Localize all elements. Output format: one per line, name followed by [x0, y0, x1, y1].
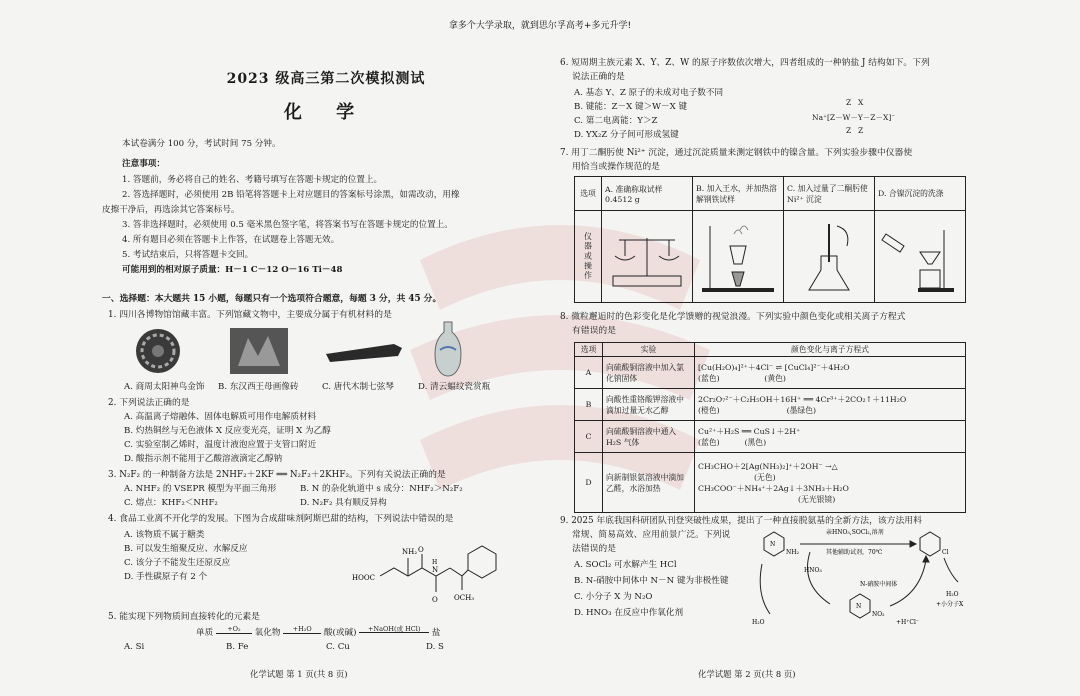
zither-image: [324, 336, 404, 366]
q6-structure: Z X Na⁺[Z－W－Y－Z－X]⁻ Z Z: [812, 98, 896, 135]
q3-option-d: D. N₂F₂ 具有顺反异构: [300, 498, 387, 508]
scheme-reagents: 亲HNO₃,SOCl₂,溶剂: [826, 529, 884, 536]
porcelain-vase-image: [430, 320, 466, 378]
aspartame-label-hooc: HOOC: [352, 574, 375, 582]
top-banner: 拿多个大学录取，就到思尔孚高考+多元升学!: [448, 21, 632, 31]
balance-icon: [605, 216, 689, 296]
q5-chain-salt: 盐: [431, 628, 441, 638]
q5-arrow-1: +O₂: [216, 625, 252, 633]
scheme-conditions: 其他辅助试剂，70℃: [826, 549, 883, 556]
q6-option-a: A. 基态 Y、Z 原子的未成对电子数不同: [574, 88, 724, 98]
q1-stem: 1. 四川各博物馆馆藏丰富。下列馆藏文物中，主要成分属于有机材料的是: [108, 310, 392, 320]
aspartame-label-nh2: NH₂: [402, 548, 418, 556]
q9-stem-cont2: 法错误的是: [572, 544, 616, 554]
q7-step-b: B. 加入王水，并加热溶解钢铁试样: [693, 177, 784, 211]
q7-stem: 7. 用丁二酮肟使 Ni²⁺ 沉淀，通过沉淀质量来测定钢铁中的镍含量。下列实验步骤中仪器使: [560, 148, 913, 158]
q5-option-c: C. Cu: [326, 642, 350, 652]
q9-option-a: A. SOCl₂ 可水解产生 HCl: [574, 560, 677, 570]
section-1-title: 一、选择题：本大题共 15 小题，每题只有一个选项符合题意，每题 3 分，共 45 分。: [102, 294, 442, 304]
page-1-footer: 化学试题 第 1 页(共 8 页): [250, 669, 348, 679]
page-2-footer: 化学试题 第 2 页(共 8 页): [698, 669, 796, 679]
intro-text: 本试卷满分 100 分，考试时间 75 分钟。: [122, 139, 281, 149]
q4-option-c: C. 该分子不能发生还原反应: [124, 558, 231, 568]
q7-image-dropper: [784, 211, 875, 303]
q5-chain-oxide: 氧化物: [254, 628, 281, 638]
q8-row-c: C 向硫酸铜溶液中通入 H₂S 气体 Cu²⁺＋H₂S ══ CuS↓＋2H⁺ (蓝色) (黑色): [575, 421, 966, 453]
aspartame-label-n: N: [432, 566, 439, 574]
note-2-cont: 皮擦干净后，再选涂其它答案标号。: [102, 205, 240, 215]
gold-sunbird-image: [128, 326, 188, 376]
q8-header-experiment: 实验: [603, 343, 695, 357]
q7-row-label: 仪器或操作: [575, 211, 602, 303]
q5-arrow-3: +NaOH(或 HCl): [359, 624, 429, 633]
q4-option-d: D. 手性碳原子有 2 个: [124, 572, 208, 582]
q5-arrow-2: +H₂O: [283, 625, 321, 633]
page-right: [560, 40, 972, 680]
scheme-hcl: +H⁺Cl⁻: [896, 619, 920, 626]
q9-reaction-scheme: [750, 524, 970, 644]
aspartame-label-h: H: [432, 559, 438, 566]
q5-option-d: D. S: [426, 642, 444, 652]
q2-option-a: A. 高温离子熔融体、固体电解质可用作电解质材料: [124, 412, 317, 422]
q8-row-a: A 向硫酸铜溶液中加入氯化钠固体 [Cu(H₂O)₄]²⁺＋4Cl⁻ ⇌ [CuCl₄]²⁻＋4H₂O (蓝色) (黄色): [575, 357, 966, 389]
q7-col-option: 选项: [575, 177, 602, 211]
q8-stem-cont: 有错误的是: [572, 326, 616, 336]
q2-option-c: C. 实验室制乙烯时，温度计液泡应置于支管口附近: [124, 440, 317, 450]
q7-image-balance: [602, 211, 693, 303]
q5-chain-element: 单质: [196, 628, 214, 638]
q1-option-b: B. 东汉西王母画像砖: [218, 382, 299, 392]
scheme-hno3: HNO₃: [804, 567, 822, 574]
q4-option-a: A. 该物质不属于糖类: [124, 530, 205, 540]
q6-stem-cont: 说法正确的是: [572, 72, 625, 82]
q3-stem: 3. N₂F₂ 的一种制备方法是 2NHF₂＋2KF ══ N₂F₂＋2KHF₂。下列有关说法正确的是: [108, 470, 446, 480]
aspartame-label-och3: OCH₃: [454, 594, 475, 602]
q5-chain-acid: 酸(或碱): [323, 628, 357, 638]
scheme-intermediate: N-硝胺中间体: [860, 581, 898, 588]
scheme-small-molecule: +小分子X: [936, 601, 964, 608]
filtration-icon: [878, 216, 962, 296]
q8-row-b: B 向酸性重铬酸钾溶液中滴加过量无水乙醇 2Cr₂O₇²⁻＋C₂H₅OH＋16H⁺ ══ 4Cr³⁺＋2CO₂↑＋11H₂O (橙色) (墨绿色): [575, 389, 966, 421]
q6-option-c: C. 第二电离能：Y＞Z: [574, 116, 658, 126]
note-5: 5. 考试结束后，只将答题卡交回。: [122, 250, 254, 260]
notes-title: 注意事项：: [122, 159, 165, 169]
exam-title: 2023 级高三第二次模拟测试: [226, 71, 426, 87]
q9-option-d: D. HNO₃ 在反应中作氧化剂: [574, 608, 684, 618]
subject-title: 化 学: [283, 102, 369, 123]
q5-chain: [196, 624, 441, 638]
note-4: 4. 所有题目必须在答题卡上作答，在试题卷上答题无效。: [122, 235, 340, 245]
scheme-ring-n2: N: [856, 603, 862, 610]
q7-step-a: A. 准确称取试样 0.4512 g: [602, 177, 693, 211]
q9-stem-cont: 常规、简易高效、应用前景广泛。下列说: [572, 530, 731, 540]
q8-header-option: 选项: [575, 343, 603, 357]
stone-relief-image: [228, 326, 290, 376]
q2-option-d: D. 酸指示剂不能用于乙酸溶液滴定乙醇钠: [124, 454, 283, 464]
q9-option-b: B. N-硝胺中间体中 N－N 键为非极性键: [574, 576, 729, 586]
aspartame-structure: [350, 524, 510, 608]
scheme-ring-n1: N: [770, 541, 776, 548]
atomic-mass: 可能用到的相对原子质量：H－1 C－12 O－16 Ti－48: [122, 265, 343, 275]
scheme-h2o-right: H₂O: [946, 591, 959, 598]
scheme-h2o-left: H₂O: [752, 619, 765, 626]
dropper-flask-icon: [787, 216, 871, 296]
heating-apparatus-icon: [696, 216, 780, 296]
q8-row-d: D 向新制银氨溶液中滴加乙醛，水浴加热 CH₃CHO＋2[Ag(NH₃)₂]⁺＋2OH⁻ →△ (无色) CH₃COO⁻＋NH₄⁺＋2Ag↓＋3NH₃＋H₂O (无光银镜): [575, 453, 966, 513]
q2-stem: 2. 下列说法正确的是: [108, 398, 190, 408]
q7-table: [574, 176, 966, 303]
q8-stem: 8. 微粒邂逅时的色彩变化是化学馈赠的视觉浪漫。下列实验中颜色变化或相关离子方程式: [560, 312, 906, 322]
q3-option-c: C. 熔点：KHF₂＜NHF₂: [124, 498, 218, 508]
q7-stem-cont: 用恰当或操作规范的是: [572, 162, 660, 172]
q7-image-heating: [693, 211, 784, 303]
q9-stem: 9. 2025 年底我国科研团队刊登突破性成果，提出了一种直接脱氨基的全新方法，该方法用料: [560, 516, 922, 526]
q4-option-b: B. 可以发生缩聚反应、水解反应: [124, 544, 248, 554]
q7-step-c: C. 加入过量了二酮肟使 Ni²⁺ 沉淀: [784, 177, 875, 211]
q5-option-b: B. Fe: [226, 642, 249, 652]
aspartame-label-o2: O: [432, 596, 438, 604]
scheme-no2: NO₂: [872, 611, 885, 618]
q9-option-c: C. 小分子 X 为 N₂O: [574, 592, 653, 602]
aspartame-label-o1: O: [418, 546, 424, 554]
q8-header-equation: 颜色变化与离子方程式: [695, 343, 966, 357]
note-2: 2. 答选择题时，必须使用 2B 铅笔将答题卡上对应题目的答案标号涂黑，如需改动，用橡: [122, 190, 460, 200]
q4-stem: 4. 食品工业离不开化学的发展。下图为合成甜味剂阿斯巴甜的结构，下列说法中错误的是: [108, 514, 454, 524]
q6-option-d: D. YX₂Z 分子间可形成氢键: [574, 130, 679, 140]
q2-option-b: B. 灼热铜丝与无色液体 X 反应变光亮，证明 X 为乙醇: [124, 426, 331, 436]
q6-stem: 6. 短周期主族元素 X、Y、Z、W 的原子序数依次增大，四者组成的一种钠盐 J 结构如下。下列: [560, 58, 930, 68]
q6-option-b: B. 键能：Z－X 键＞W－X 键: [574, 102, 688, 112]
q5-stem: 5. 能实现下列物质间直接转化的元素是: [108, 612, 260, 622]
q1-option-d: D. 清云蝠纹瓷赏瓶: [418, 382, 491, 392]
q7-image-filtration: [875, 211, 966, 303]
note-3: 3. 答非选择题时，必须使用 0.5 毫米黑色签字笔，将答案书写在答题卡规定的位置上。: [122, 220, 453, 230]
q3-option-a: A. NHF₂ 的 VSEPR 模型为平面三角形: [124, 484, 277, 494]
scheme-cl: Cl: [942, 549, 949, 556]
q1-option-c: C. 唐代木制七弦琴: [322, 382, 394, 392]
page-left: [100, 40, 552, 680]
note-1: 1. 答题前，务必将自己的姓名、考籍号填写在答题卡规定的位置上。: [122, 175, 383, 185]
q5-option-a: A. Si: [124, 642, 145, 652]
q3-option-b: B. N 的杂化轨道中 s 成分：NHF₂＞N₂F₂: [300, 484, 463, 494]
q8-table: [574, 342, 966, 513]
scheme-nh2: NH₂: [786, 549, 799, 556]
q7-step-d: D. 合镍沉淀的洗涤: [875, 177, 966, 211]
q1-option-a: A. 商周太阳神鸟金饰: [124, 382, 205, 392]
